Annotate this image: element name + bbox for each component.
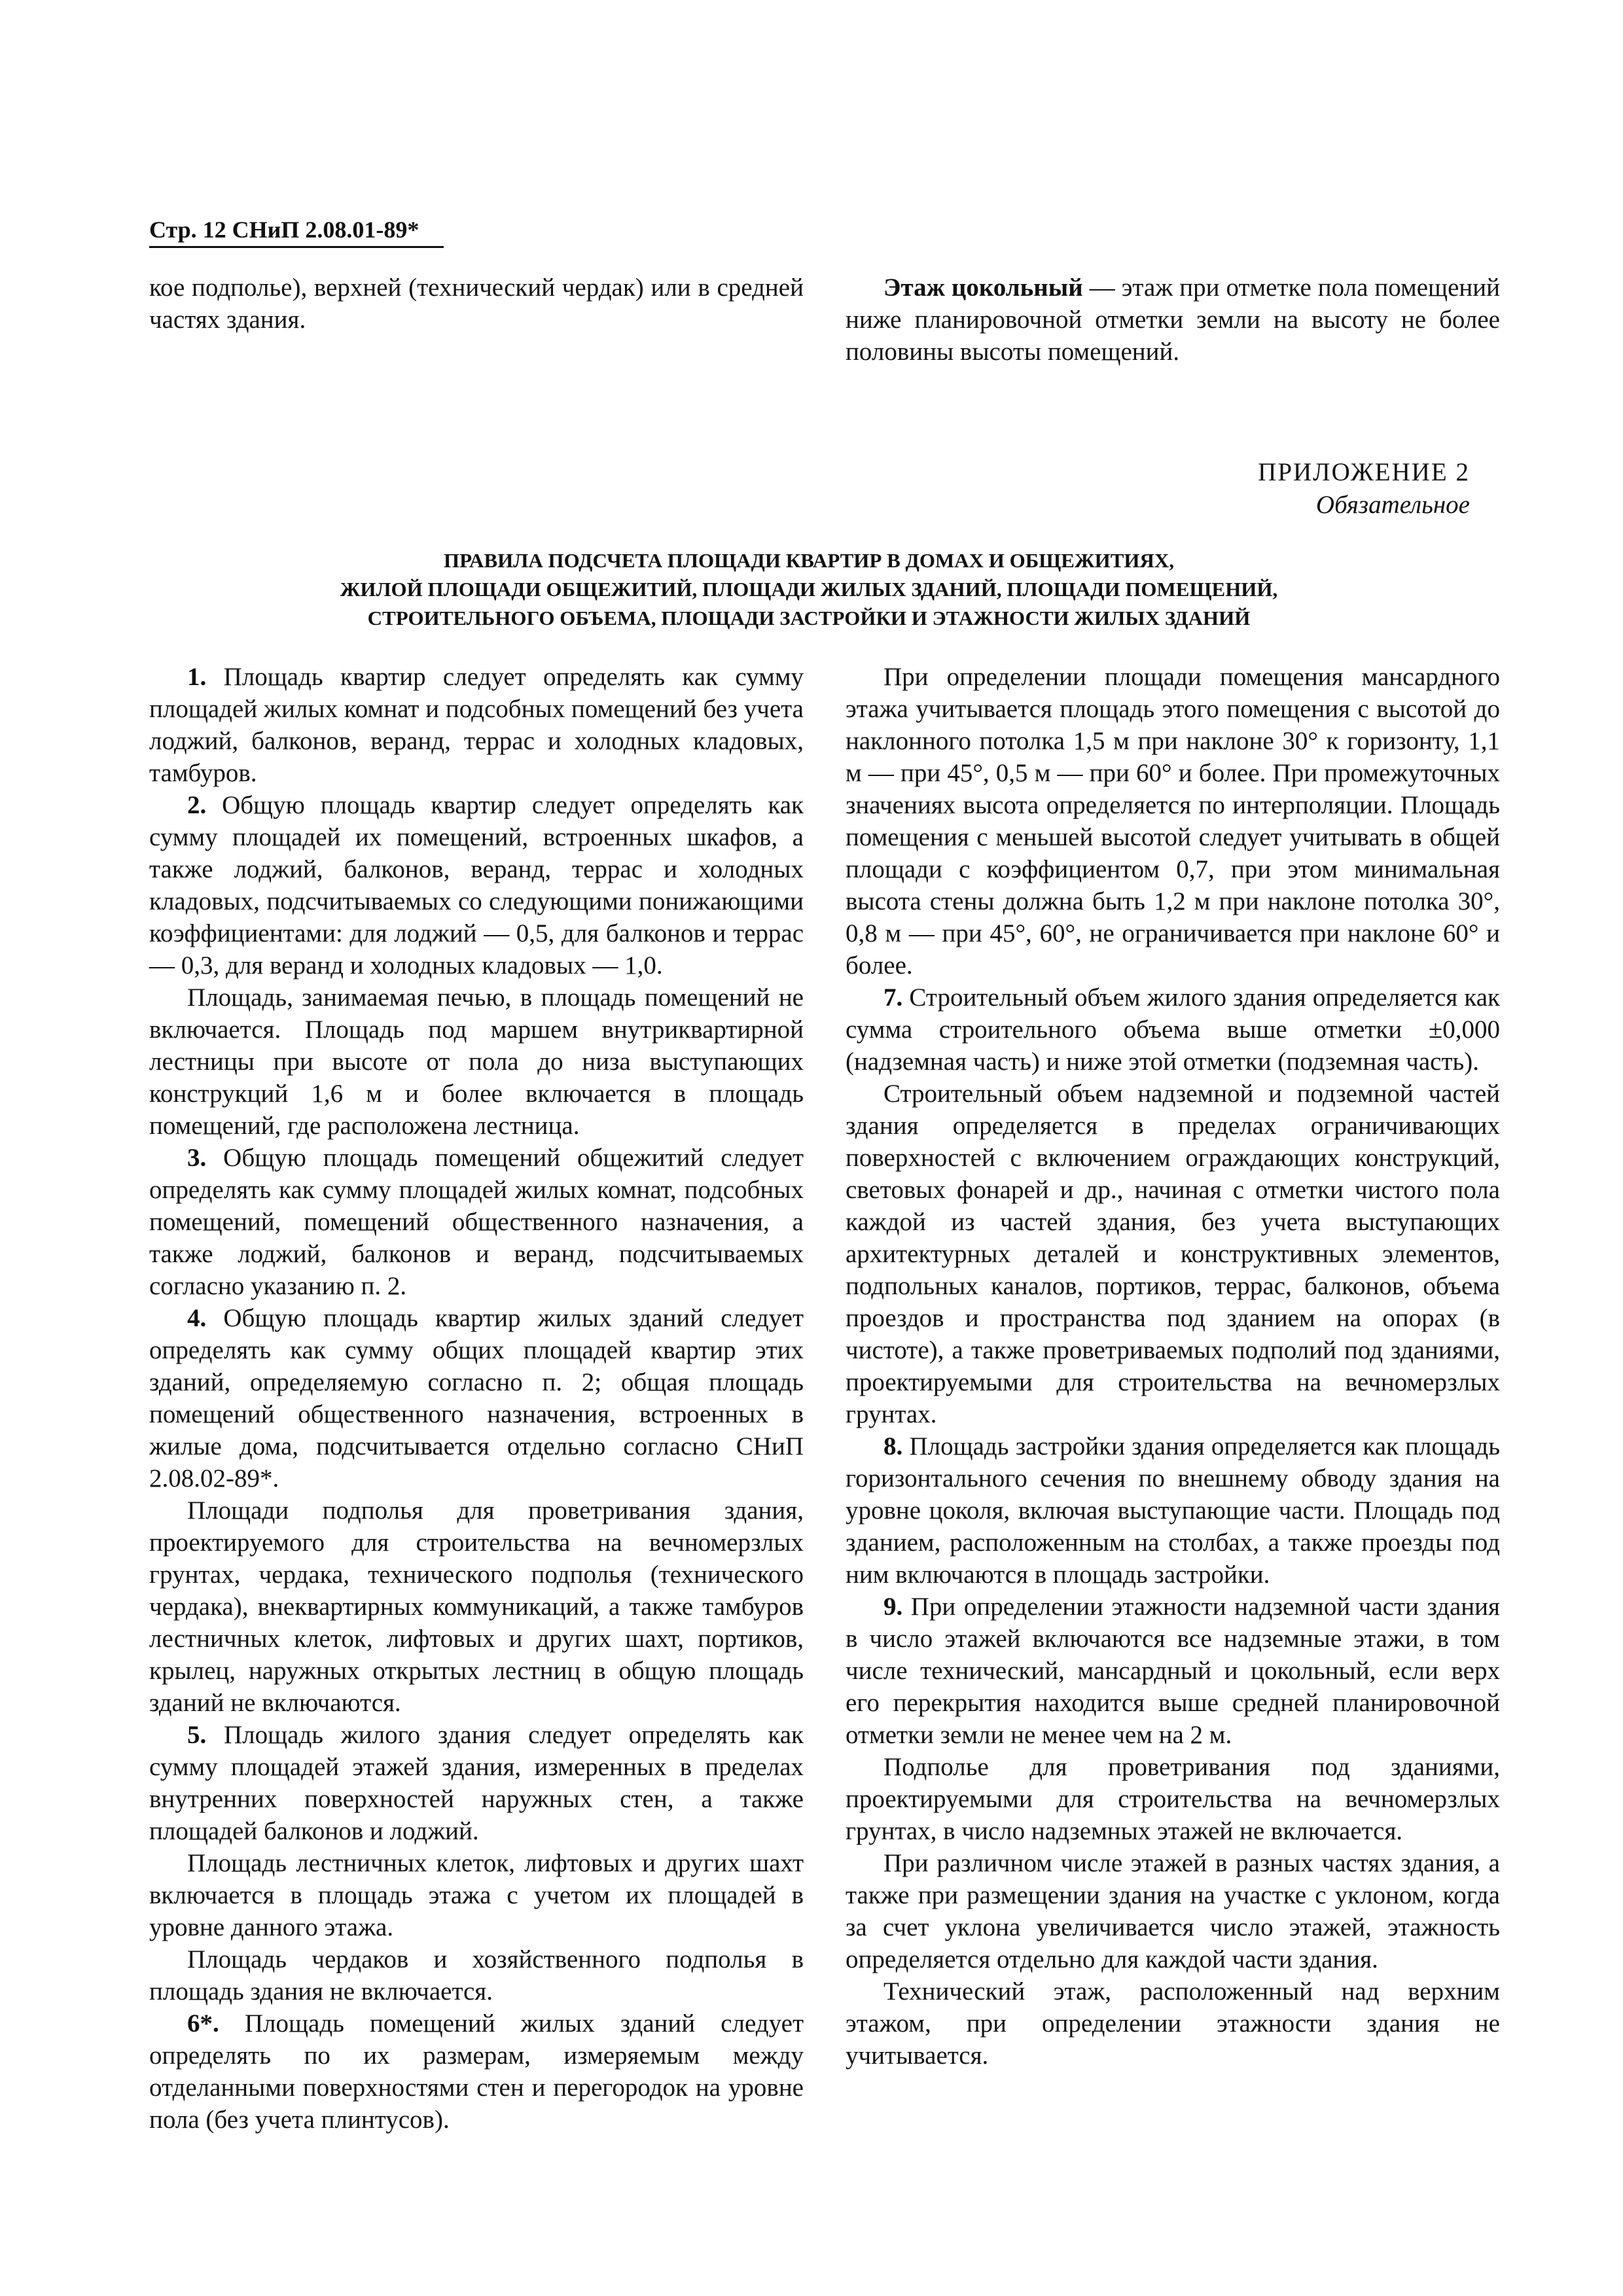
- item-number: 2.: [187, 791, 207, 819]
- paragraph: [149, 2007, 804, 2136]
- paragraph: [846, 1078, 1500, 1430]
- item-number: 1.: [187, 663, 207, 691]
- paragraph-text: Общую площадь квартир жилых зданий следует определять как сумму общих площадей квартир этих зданий, определяемую согласно п. 2; общая площадь помещений общественного назначения, встроенных в жилые дома, подсчитывается отдельно согласно СНиП 2.08.02-89*.: [149, 1304, 804, 1492]
- item-number: 4.: [187, 1304, 207, 1332]
- paragraph: [846, 1591, 1500, 1751]
- paragraph: [846, 1430, 1500, 1591]
- paragraph-text: Площадь помещений жилых зданий следует определять по их размерам, измеряемым между отделанными поверхностями стен и перегородок на уровне пола (без учета плинтусов).: [149, 2009, 804, 2134]
- paragraph-text: Площадь, занимаемая печью, в площадь помещений не включается. Площадь под маршем внутриквартирной лестницы при высоте от пола до низа выступающих конструкций 1,6 м и более включается в площадь помещений, где расположена лестница.: [149, 983, 804, 1140]
- paragraph-text: Общую площадь квартир следует определять как сумму площадей их помещений, встроенных шкафов, а также лоджий, балконов, веранд, террас и холодных кладовых, подсчитываемых со следующими понижающими коэффициентами: для лоджий — 0,5, для балконов и террас — 0,3, для веранд и холодных кладовых — 1,0.: [149, 791, 804, 980]
- paragraph-text: Площадь застройки здания определяется как площадь горизонтального сечения по внешнему обводу здания на уровне цоколя, включая выступающие части. Площадь под зданием, расположенным на столбах, а также проезды под ним включаются в площадь застройки.: [846, 1432, 1500, 1589]
- definition-basement-floor: [846, 272, 1500, 368]
- paragraph: [149, 1719, 804, 1847]
- paragraph-text: При определении этажности надземной части здания в число этажей включаются все надземные этажи, в том числе технический, мансардный и цокольный, если верх его перекрытия находится выше средней планировочной отметки земли не менее чем на 2 м.: [846, 1593, 1500, 1749]
- paragraph: кое подполье), верхней (технический чердак) или в средней частях здания.: [149, 274, 804, 334]
- item-number: 7.: [883, 983, 903, 1012]
- paragraph-text: Площадь чердаков и хозяйственного подполья в площадь здания не включается.: [149, 1945, 804, 2005]
- paragraph: [149, 1494, 804, 1719]
- paragraph: [846, 272, 1500, 368]
- paragraph: [149, 1847, 804, 1943]
- paragraph: [149, 789, 804, 981]
- paragraph: [149, 981, 804, 1142]
- paragraph-text: Подполье для проветривания под зданиями, проектируемыми для строительства на вечномерзлых грунтах, в число надземных этажей не включается.: [846, 1753, 1500, 1845]
- page-header: [149, 216, 419, 243]
- paragraph: [149, 1142, 804, 1302]
- item-number: 5.: [187, 1721, 207, 1749]
- paragraph-text: Строительный объем надземной и подземной частей здания определяется в пределах ограничивающих поверхностей с включением ограждающих конструкций, световых фонарей и др., начиная с отметки чистого пола каждой из частей здания, без учета выступающих архитектурных деталей и конструктивных элементов, подпольных каналов, портиков, террас, балконов, объема проездов и пространства под зданием на опорах (в чистоте), а также проветриваемых подполий под зданиями, проектируемыми для строительства на вечномерзлых грунтах.: [846, 1080, 1500, 1428]
- paragraph-text: Площади подполья для проветривания здания, проектируемого для строительства на вечномерзлых грунтах, чердака, технического подполья (технического чердака), внеквартирных коммуникаций, а также тамбуров лестничных клеток, лифтовых и других шахт, портиков, крылец, наружных открытых лестниц в общую площадь зданий не включаются.: [149, 1496, 804, 1717]
- paragraph: [846, 661, 1500, 981]
- paragraph-text: При определении площади помещения мансардного этажа учитывается площадь этого помещения с высотой до наклонного потолка 1,5 м при наклоне 30° к горизонту, 1,1 м — при 45°, 0,5 м — при 60° и более. При промежуточных значениях высота определяется по интерполяции. Площадь помещения с меньшей высотой следует учитывать в общей площади с коэффициентом 0,7, при этом минимальная высота стены должна быть 1,2 м при наклоне потолка 30°, 0,8 м — при 45°, 60°, не ограничивается при наклоне 60° и более.: [846, 663, 1500, 980]
- term: Этаж цокольный: [883, 274, 1083, 302]
- item-number: 6*.: [187, 2009, 219, 2038]
- paragraph-text: Площадь квартир следует определять как сумму площадей жилых комнат и подсобных помещений без учета лоджий, балконов, веранд, террас и холодных кладовых, тамбуров.: [149, 663, 804, 787]
- title-line: СТРОИТЕЛЬНОГО ОБЪЕМА, ПЛОЩАДИ ЗАСТРОЙКИ И ЭТАЖНОСТИ ЖИЛЫХ ЗДАНИЙ: [367, 607, 1251, 629]
- paragraph-text: Площадь жилого здания следует определять как сумму площадей этажей здания, измеренных в пределах внутренних поверхностей наружных стен, а также площадей балконов и лоджий.: [149, 1721, 804, 1845]
- left-column: [149, 661, 804, 2136]
- header-underline: [149, 246, 444, 248]
- section-title: [149, 546, 1469, 633]
- paragraph-text: Площадь лестничных клеток, лифтовых и других шахт включается в площадь этажа с учетом их площадей в уровне данного этажа.: [149, 1849, 804, 1941]
- paragraph-text: Технический этаж, расположенный над верхним этажом, при определении этажности здания не учитывается.: [846, 1977, 1500, 2070]
- item-number: 8.: [883, 1432, 903, 1460]
- appendix-heading: [1258, 456, 1470, 521]
- continuation-text-left: [149, 272, 804, 336]
- title-line: ЖИЛОЙ ПЛОЩАДИ ОБЩЕЖИТИЙ, ПЛОЩАДИ ЖИЛЫХ ЗДАНИЙ, ПЛОЩАДИ ПОМЕЩЕНИЙ,: [340, 578, 1278, 601]
- paragraph: [149, 1302, 804, 1494]
- paragraph: [149, 1943, 804, 2007]
- paragraph-text: Строительный объем жилого здания определяется как сумма строительного объема выше отметки ±0,000 (надземная часть) и ниже этой отметки (подземная часть).: [846, 983, 1500, 1076]
- title-line: ПРАВИЛА ПОДСЧЕТА ПЛОЩАДИ КВАРТИР В ДОМАХ И ОБЩЕЖИТИЯХ,: [443, 549, 1175, 572]
- paragraph-text: Общую площадь помещений общежитий следует определять как сумму площадей жилых комнат, подсобных помещений, помещений общественного назначения, а также лоджий, балконов и веранд, подсчитываемых согласно указанию п. 2.: [149, 1144, 804, 1300]
- paragraph: [846, 981, 1500, 1078]
- paragraph: [846, 1751, 1500, 1847]
- appendix-label: ПРИЛОЖЕНИЕ 2: [1258, 458, 1470, 486]
- definition-text: — этаж при отметке пола помещений ниже планировочной отметки земли на высоту не более половины высоты помещений.: [846, 274, 1501, 366]
- right-column: [846, 661, 1500, 2072]
- item-number: 3.: [187, 1144, 207, 1172]
- paragraph-text: При различном числе этажей в разных частях здания, а также при размещении здания на участке с уклоном, когда за счет уклона увеличивается число этажей, этажность определяется отдельно для каждой части здания.: [846, 1849, 1500, 1973]
- paragraph: [846, 1847, 1500, 1975]
- page-header-text: Стр. 12 СНиП 2.08.01-89*: [149, 217, 419, 243]
- paragraph: [846, 1975, 1500, 2072]
- paragraph: [149, 661, 804, 789]
- appendix-status: Обязательное: [1315, 491, 1470, 519]
- item-number: 9.: [883, 1593, 903, 1621]
